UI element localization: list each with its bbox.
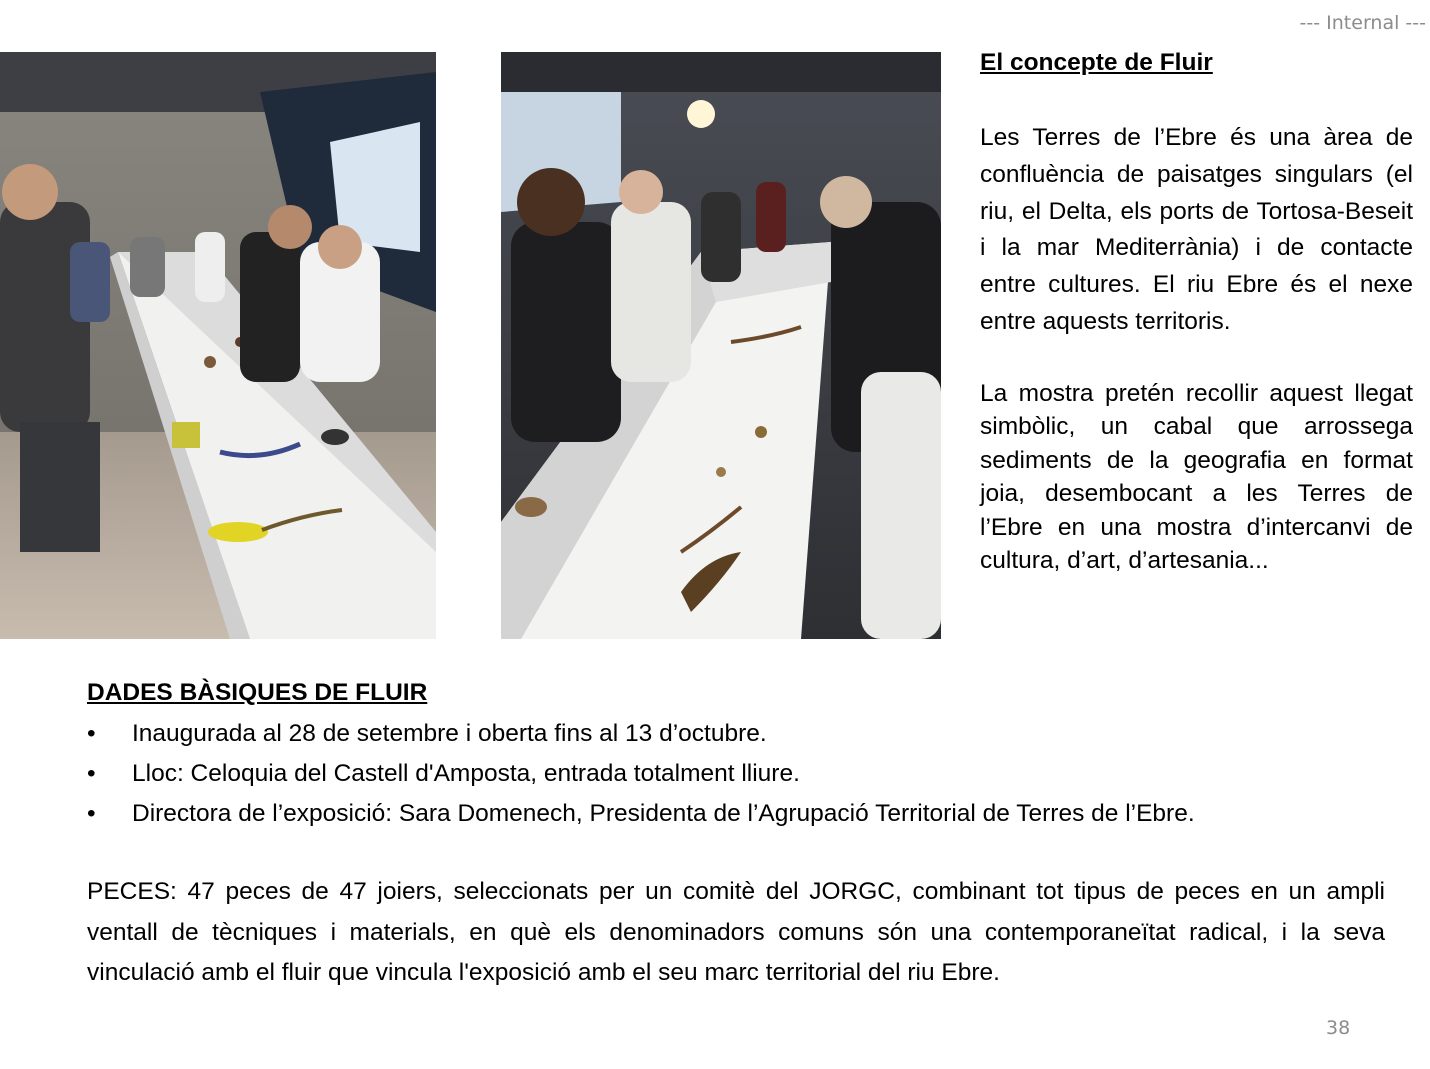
exhibition-photo-right [501,52,941,639]
page-number: 38 [1326,1017,1351,1039]
list-item [87,794,1385,834]
classification-label: --- Internal --- [1299,12,1426,34]
bullet-icon: • [87,760,96,787]
concept-section [980,46,1413,578]
exhibition-photo-left [0,52,436,639]
exhibition-photo-visitors-icon [501,52,941,639]
list-item [87,714,1385,754]
basics-title: DADES BÀSIQUES DE FLUIR [87,679,428,706]
basics-section [87,676,1385,994]
basics-item-text: Inaugurada al 28 de setembre i oberta fins al 13 d’octubre. [132,720,767,747]
basics-item-text: Lloc: Celoquia del Castell d'Amposta, entrada totalment lliure. [132,760,800,787]
bullet-icon: • [87,800,96,827]
basics-list [87,714,1385,834]
list-item [87,754,1385,794]
concept-paragraph-2: La mostra pretén recollir aquest llegat simbòlic, un cabal que arrossega sediments de la geografia en format joia, desembocant a les Terres de l’Ebre en una mostra d’intercanvi de cultura, d’art, d’artesania... [980,379,1413,575]
bullet-icon: • [87,720,96,747]
concept-paragraph-1: Les Terres de l’Ebre és una àrea de confluència de paisatges singulars (el riu, el Delta, els ports de Tortosa-Beseit i la mar Mediterrània) i de contacte entre cultures. El riu Ebre és el nexe entre aquests territoris. [980,124,1413,335]
exhibition-photo-visitors-icon [0,52,436,639]
concept-title: El concepte de Fluir [980,49,1213,76]
pieces-paragraph: PECES: 47 peces de 47 joiers, seleccionats per un comitè del JORGC, combinant tot tipus de peces en un ampli ventall de tècniques i materials, en què els denominadors comuns són una contemporaneïtat radical, i la seva vinculació amb el fluir que vincula l'exposició amb el seu marc territorial del riu Ebre. [87,878,1385,986]
basics-item-text: Directora de l’exposició: Sara Domenech, Presidenta de l’Agrupació Territorial de Terres de l’Ebre. [132,800,1195,827]
